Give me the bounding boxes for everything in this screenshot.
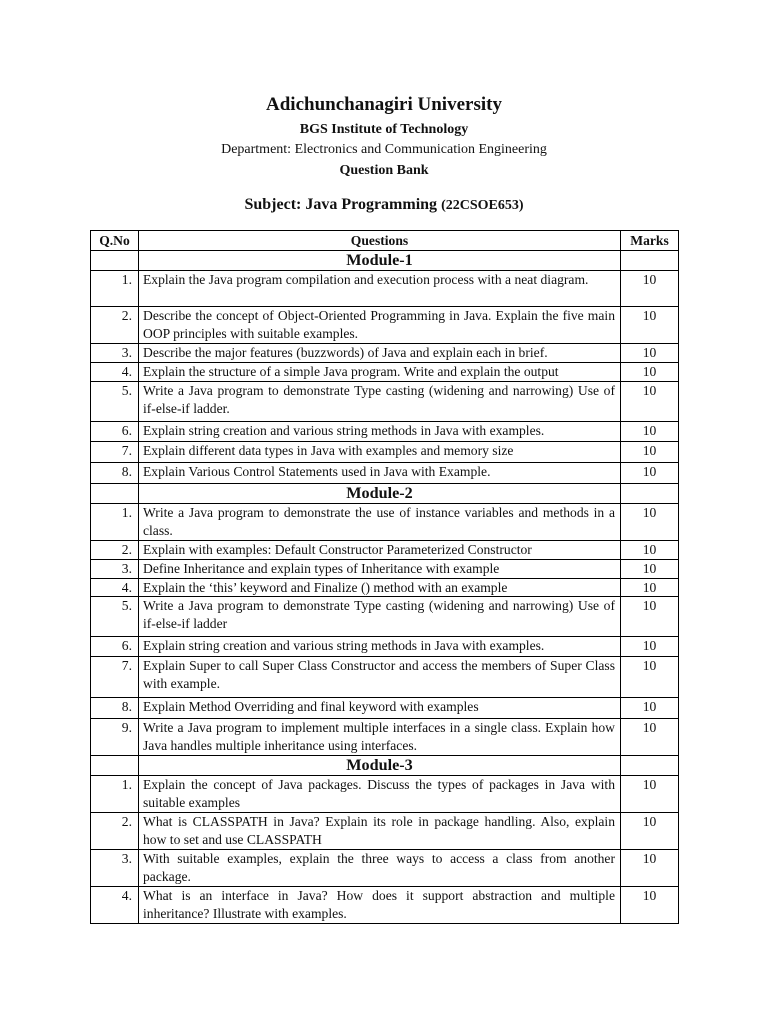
module-empty-cell xyxy=(91,483,139,503)
question-number: 4. xyxy=(91,362,139,381)
question-number: 5. xyxy=(91,597,139,637)
department-name: Department: Electronics and Communication Engineering xyxy=(221,142,547,157)
column-header-questions: Questions xyxy=(139,231,621,251)
question-number: 4. xyxy=(91,886,139,923)
question-marks: 10 xyxy=(621,657,679,698)
institute-name: BGS Institute of Technology xyxy=(299,122,469,137)
table-row xyxy=(91,559,679,578)
table-row xyxy=(91,850,679,887)
document-type: Question Bank xyxy=(339,163,429,178)
question-text: Describe the major features (buzzwords) of Java and explain each in brief. xyxy=(139,343,621,362)
question-text: Write a Java program to implement multiple interfaces in a single class. Explain how Java handles multiple inheritance using interfaces. xyxy=(139,719,621,756)
table-row xyxy=(91,776,679,813)
module-empty-cell xyxy=(91,251,139,271)
question-text: Explain the structure of a simple Java program. Write and explain the output xyxy=(139,362,621,381)
table-row xyxy=(91,307,679,344)
subject-code: (22CSOE653) xyxy=(441,198,524,213)
module-row xyxy=(91,756,679,776)
question-text: Describe the concept of Object-Oriented Programming in Java. Explain the five main OOP principles with suitable examples. xyxy=(139,307,621,344)
question-number: 5. xyxy=(91,381,139,421)
question-text: Explain Various Control Statements used in Java with Example. xyxy=(139,462,621,483)
question-number: 6. xyxy=(91,421,139,441)
question-marks: 10 xyxy=(621,307,679,344)
question-text: Explain the Java program compilation and execution process with a neat diagram. xyxy=(139,271,621,307)
question-number: 1. xyxy=(91,503,139,540)
question-table xyxy=(90,230,679,924)
module-empty-cell xyxy=(621,251,679,271)
question-number: 3. xyxy=(91,850,139,887)
question-marks: 10 xyxy=(621,719,679,756)
module-row xyxy=(91,251,679,271)
question-marks: 10 xyxy=(621,813,679,850)
question-marks: 10 xyxy=(621,462,679,483)
question-number: 9. xyxy=(91,719,139,756)
question-number: 2. xyxy=(91,307,139,344)
table-row xyxy=(91,637,679,657)
question-marks: 10 xyxy=(621,559,679,578)
table-row xyxy=(91,657,679,698)
subject-heading xyxy=(0,196,768,214)
question-marks: 10 xyxy=(621,381,679,421)
module-empty-cell xyxy=(621,756,679,776)
question-text: Explain string creation and various string methods in Java with examples. xyxy=(139,421,621,441)
column-header-qno: Q.No xyxy=(91,231,139,251)
table-row xyxy=(91,540,679,559)
table-row xyxy=(91,441,679,462)
question-number: 4. xyxy=(91,578,139,597)
table-row xyxy=(91,462,679,483)
question-text: Write a Java program to demonstrate Type casting (widening and narrowing) Use of if-else-if ladder. xyxy=(139,381,621,421)
table-row xyxy=(91,719,679,756)
table-row xyxy=(91,886,679,923)
question-number: 1. xyxy=(91,271,139,307)
question-marks: 10 xyxy=(621,503,679,540)
question-marks: 10 xyxy=(621,698,679,719)
question-marks: 10 xyxy=(621,362,679,381)
question-number: 7. xyxy=(91,441,139,462)
question-text: What is an interface in Java? How does it support abstraction and multiple inheritance? Illustrate with examples. xyxy=(139,886,621,923)
question-marks: 10 xyxy=(621,850,679,887)
question-number: 1. xyxy=(91,776,139,813)
table-row xyxy=(91,813,679,850)
table-row xyxy=(91,271,679,307)
table-row xyxy=(91,362,679,381)
table-row xyxy=(91,578,679,597)
question-number: 2. xyxy=(91,813,139,850)
question-marks: 10 xyxy=(621,271,679,307)
question-text: Define Inheritance and explain types of Inheritance with example xyxy=(139,559,621,578)
table-row xyxy=(91,421,679,441)
question-marks: 10 xyxy=(621,421,679,441)
table-header-row xyxy=(91,231,679,251)
question-number: 6. xyxy=(91,637,139,657)
question-text: Explain with examples: Default Constructor Parameterized Constructor xyxy=(139,540,621,559)
module-row xyxy=(91,483,679,503)
table-body xyxy=(91,251,679,924)
question-marks: 10 xyxy=(621,578,679,597)
question-text: Explain Method Overriding and final keyword with examples xyxy=(139,698,621,719)
question-text: Explain the ‘this’ keyword and Finalize () method with an example xyxy=(139,578,621,597)
table-row xyxy=(91,503,679,540)
question-marks: 10 xyxy=(621,776,679,813)
question-text: Write a Java program to demonstrate Type casting (widening and narrowing) Use of if-else-if ladder xyxy=(139,597,621,637)
question-marks: 10 xyxy=(621,597,679,637)
question-text: Explain Super to call Super Class Constructor and access the members of Super Class with example. xyxy=(139,657,621,698)
question-text: Write a Java program to demonstrate the use of instance variables and methods in a class. xyxy=(139,503,621,540)
question-number: 8. xyxy=(91,698,139,719)
university-title: Adichunchanagiri University xyxy=(266,94,502,115)
question-text: Explain different data types in Java with examples and memory size xyxy=(139,441,621,462)
question-marks: 10 xyxy=(621,637,679,657)
question-marks: 10 xyxy=(621,343,679,362)
column-header-marks: Marks xyxy=(621,231,679,251)
question-text: Explain string creation and various string methods in Java with examples. xyxy=(139,637,621,657)
question-marks: 10 xyxy=(621,441,679,462)
table-row xyxy=(91,597,679,637)
module-title: Module-1 xyxy=(139,251,621,271)
question-number: 3. xyxy=(91,559,139,578)
question-number: 2. xyxy=(91,540,139,559)
question-number: 3. xyxy=(91,343,139,362)
table-row xyxy=(91,343,679,362)
question-marks: 10 xyxy=(621,886,679,923)
question-number: 7. xyxy=(91,657,139,698)
table-row xyxy=(91,381,679,421)
subject-label: Subject: Java Programming xyxy=(244,196,438,213)
question-marks: 10 xyxy=(621,540,679,559)
module-title: Module-3 xyxy=(139,756,621,776)
module-empty-cell xyxy=(91,756,139,776)
question-text: What is CLASSPATH in Java? Explain its role in package handling. Also, explain how to set and use CLASSPATH xyxy=(139,813,621,850)
table-row xyxy=(91,698,679,719)
question-number: 8. xyxy=(91,462,139,483)
question-text: Explain the concept of Java packages. Discuss the types of packages in Java with suitable examples xyxy=(139,776,621,813)
module-title: Module-2 xyxy=(139,483,621,503)
question-text: With suitable examples, explain the three ways to access a class from another package. xyxy=(139,850,621,887)
module-empty-cell xyxy=(621,483,679,503)
